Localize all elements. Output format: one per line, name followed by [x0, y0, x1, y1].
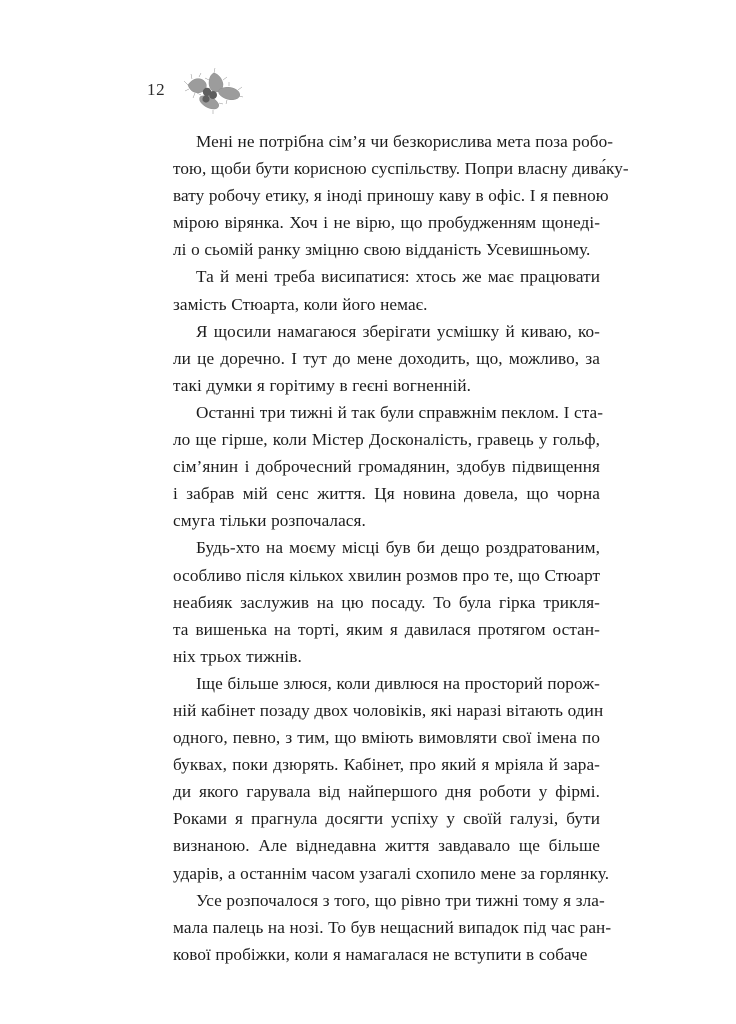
paragraph — [173, 399, 604, 534]
paragraph — [173, 670, 610, 887]
text-line: Мені не потрібна сім’я чи безкорислива мета поза робо- — [196, 132, 614, 151]
paragraph — [173, 318, 600, 399]
text-line: ло ще гірше, коли Містер Досконалість, гравець у гольф, — [173, 430, 600, 450]
text-line: ніх трьох тижнів. — [173, 646, 302, 666]
text-line: буквах, поки дзюрять. Кабінет, про який я мріяла й зара- — [173, 755, 600, 775]
text-line: Іще більше злюся, коли дивлюся на просторий порож- — [196, 673, 600, 693]
holly-sprig-ornament — [182, 68, 244, 114]
text-line: неабияк заслужив на цю посаду. То була гірка трикля- — [173, 592, 600, 612]
text-line: сім’янин і доброчесний громадянин, здобув підвищення — [173, 457, 600, 477]
paragraph — [173, 887, 612, 968]
text-line: ли це доречно. І тут до мене доходить, що, можливо, за — [173, 348, 600, 368]
text-line: лі о сьомій ранку зміцню свою відданість Усевишньому. — [173, 240, 591, 260]
text-line: Будь-хто на моєму місці був би дещо роздратованим, — [196, 538, 600, 558]
text-line: вату робочу етику, я іноді приношу каву в офіс. І я певною — [173, 186, 609, 206]
text-line: смуга тільки розпочалася. — [173, 511, 366, 531]
text-line: і забрав мій сенс життя. Ця новина довела, що чорна — [173, 484, 600, 504]
text-line: тою, щоби бути корисною суспільству. Попри власну дива́ку- — [173, 159, 629, 179]
paragraph — [173, 128, 629, 263]
text-line: ній кабінет позаду двох чоловіків, які наразі вітають один — [173, 700, 604, 720]
text-line: Я щосили намагаюся зберігати усмішку й киваю, ко- — [196, 321, 600, 341]
running-head — [140, 68, 600, 114]
text-line: визнаною. Але віднедавна життя завдавало ще більше — [173, 836, 600, 856]
text-line: та вишенька на торті, яким я давилася протягом остан- — [173, 619, 600, 639]
text-line: ди якого гарувала від найпершого дня роботи у фірмі. — [173, 782, 600, 802]
paragraph — [173, 534, 600, 669]
text-line: особливо після кількох хвилин розмов про те, що Стюарт — [173, 565, 601, 585]
text-line: мірою вірянка. Хоч і не вірю, що пробудженням щонеді- — [173, 213, 600, 233]
text-line: такі думки я горітиму в геєні вогненній. — [173, 375, 471, 395]
text-line: Та й мені треба висипатися: хтось же має працювати — [196, 267, 600, 287]
text-line: ударів, а останнім часом узагалі схопило мене за горлянку. — [173, 863, 610, 883]
text-line: Останні три тижні й так були справжнім пеклом. І ста- — [196, 402, 604, 422]
body-text — [173, 128, 629, 968]
text-line: кової пробіжки, коли я намагалася не вступити в собаче — [173, 944, 588, 964]
text-line: мала палець на нозі. То був нещасний випадок під час ран- — [173, 917, 612, 937]
text-line: одного, певно, з тим, що вміють вимовляти свої імена по — [173, 728, 600, 748]
text-line: Роками я прагнула досягти успіху у своїй галузі, бути — [173, 809, 600, 829]
paragraph — [173, 263, 600, 317]
text-line: Усе розпочалося з того, що рівно три тижні тому я зла- — [196, 890, 605, 910]
page-number: 12 — [147, 80, 166, 99]
text-line: замість Стюарта, коли його немає. — [173, 294, 428, 314]
